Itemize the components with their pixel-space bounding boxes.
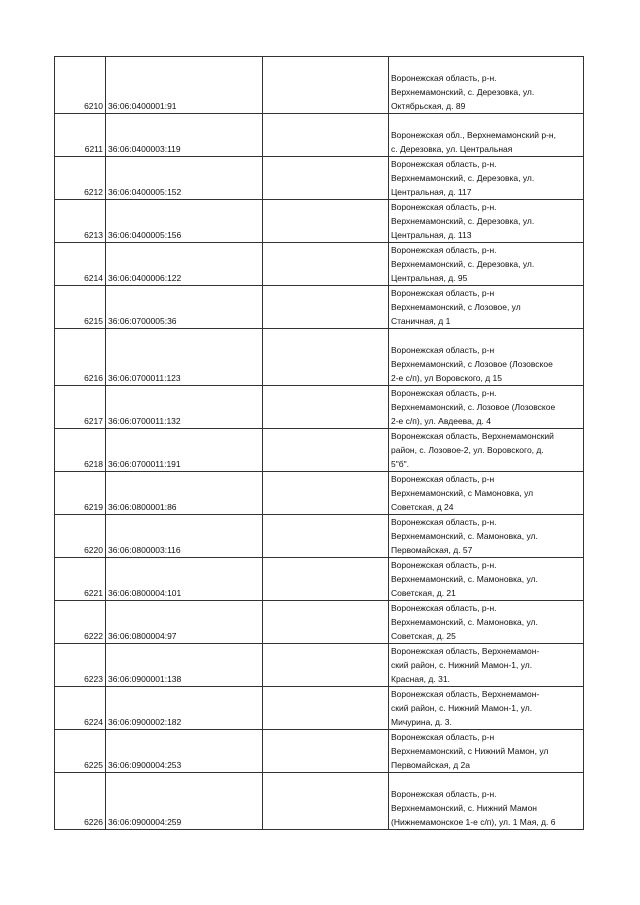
address-line: Первомайская, д. 57	[391, 545, 473, 555]
address-cell	[389, 472, 584, 515]
empty-cell	[263, 329, 389, 386]
empty-cell	[263, 429, 389, 472]
empty-cell	[263, 601, 389, 644]
address-cell	[389, 157, 584, 200]
address-line: Верхнемамонский, с Нижний Мамон, ул	[391, 746, 549, 756]
address-line: Центральная, д. 113	[391, 230, 472, 240]
address-cell	[389, 114, 584, 157]
address-line: Верхнемамонский, с Лозовое (Лозовское	[391, 359, 553, 369]
row-number: 6210	[55, 57, 106, 114]
address-line: Станичная, д 1	[391, 316, 451, 326]
address-cell	[389, 730, 584, 773]
empty-cell	[263, 57, 389, 114]
address-line: (Нижнемамонское 1-е с/п), ул. 1 Мая, д. 6	[391, 817, 556, 827]
address-line: ский район, с. Нижний Мамон-1, ул.	[391, 660, 533, 670]
table-row	[55, 57, 584, 114]
table-row	[55, 558, 584, 601]
table-row	[55, 243, 584, 286]
address-line: ский район, с. Нижний Мамон-1, ул.	[391, 703, 533, 713]
cadastral-number: 36:06:0800003:116	[106, 515, 263, 558]
address-cell	[389, 57, 584, 114]
row-number: 6215	[55, 286, 106, 329]
cadastral-number: 36:06:0900001:138	[106, 644, 263, 687]
empty-cell	[263, 286, 389, 329]
address-line: Верхнемамонский, с. Мамоновка, ул.	[391, 574, 538, 584]
empty-cell	[263, 472, 389, 515]
address-line: Воронежская область, р-н.	[391, 388, 497, 398]
empty-cell	[263, 687, 389, 730]
table-row	[55, 515, 584, 558]
address-spacer	[391, 329, 581, 343]
address-line: Воронежская область, р-н.	[391, 159, 497, 169]
table-row	[55, 114, 584, 157]
address-line: Верхнемамонский, с. Дерезовка, ул.	[391, 259, 535, 269]
address-line: Воронежская область, р-н.	[391, 603, 497, 613]
row-number: 6219	[55, 472, 106, 515]
row-number: 6213	[55, 200, 106, 243]
address-cell	[389, 644, 584, 687]
row-number: 6211	[55, 114, 106, 157]
empty-cell	[263, 730, 389, 773]
address-cell	[389, 429, 584, 472]
row-number: 6223	[55, 644, 106, 687]
address-cell	[389, 687, 584, 730]
address-line: Воронежская область, р-н	[391, 474, 495, 484]
address-cell	[389, 286, 584, 329]
cadastral-number: 36:06:0400001:91	[106, 57, 263, 114]
table-row	[55, 386, 584, 429]
address-line: Верхнемамонский, с. Дерезовка, ул.	[391, 173, 535, 183]
address-cell	[389, 773, 584, 830]
address-line: 2-е с/п), ул Воровского, д 15	[391, 373, 503, 383]
cadastral-number: 36:06:0400003:119	[106, 114, 263, 157]
address-line: Воронежская область, Верхнемамон-	[391, 689, 540, 699]
address-line: Центральная, д. 117	[391, 187, 472, 197]
address-line: район, с. Лозовое-2, ул. Воровского, д.	[391, 445, 544, 455]
address-line: Воронежская обл., Верхнемамонский р-н,	[391, 130, 556, 140]
table-row	[55, 773, 584, 830]
address-line: с. Дерезовка, ул. Центральная	[391, 144, 513, 154]
table-row	[55, 601, 584, 644]
address-line: Верхнемамонский, с. Лозовое (Лозовское	[391, 402, 556, 412]
row-number: 6220	[55, 515, 106, 558]
table-row	[55, 157, 584, 200]
address-line: Первомайская, д 2а	[391, 760, 471, 770]
table-row	[55, 730, 584, 773]
row-number: 6222	[55, 601, 106, 644]
empty-cell	[263, 558, 389, 601]
address-spacer	[391, 114, 581, 128]
row-number: 6218	[55, 429, 106, 472]
address-cell	[389, 200, 584, 243]
empty-cell	[263, 773, 389, 830]
address-line: Советская, д 24	[391, 502, 454, 512]
address-line: 5"б".	[391, 459, 409, 469]
table-row	[55, 329, 584, 386]
address-line: Воронежская область, р-н	[391, 288, 495, 298]
address-cell	[389, 601, 584, 644]
cadastral-number: 36:06:0900004:259	[106, 773, 263, 830]
cadastral-number: 36:06:0800001:86	[106, 472, 263, 515]
address-line: Верхнемамонский, с. Мамоновка, ул.	[391, 617, 538, 627]
address-line: Советская, д. 21	[391, 588, 456, 598]
address-line: Верхнемамонский, с. Нижний Мамон	[391, 803, 537, 813]
address-line: 2-е с/п), ул. Авдеева, д. 4	[391, 416, 491, 426]
address-line: Советская, д. 25	[391, 631, 456, 641]
empty-cell	[263, 515, 389, 558]
empty-cell	[263, 243, 389, 286]
address-line: Воронежская область, р-н.	[391, 73, 497, 83]
table-row	[55, 472, 584, 515]
cadastral-number: 36:06:0800004:101	[106, 558, 263, 601]
address-line: Верхнемамонский, с. Мамоновка, ул.	[391, 531, 538, 541]
address-line: Верхнемамонский, с Мамоновка, ул	[391, 488, 534, 498]
table-row	[55, 200, 584, 243]
row-number: 6216	[55, 329, 106, 386]
address-line: Воронежская область, р-н	[391, 345, 495, 355]
table-row	[55, 286, 584, 329]
address-line: Воронежская область, р-н.	[391, 789, 497, 799]
cadastral-number: 36:06:0800004:97	[106, 601, 263, 644]
row-number: 6226	[55, 773, 106, 830]
cadastral-number: 36:06:0400006:122	[106, 243, 263, 286]
empty-cell	[263, 644, 389, 687]
registry-body	[55, 57, 584, 830]
cadastral-number: 36:06:0900004:253	[106, 730, 263, 773]
registry-table	[54, 56, 584, 830]
table-row	[55, 644, 584, 687]
address-line: Красная, д. 31.	[391, 674, 450, 684]
cadastral-number: 36:06:0700011:132	[106, 386, 263, 429]
table-row	[55, 687, 584, 730]
address-cell	[389, 386, 584, 429]
cadastral-number: 36:06:0700011:191	[106, 429, 263, 472]
cadastral-number: 36:06:0700011:123	[106, 329, 263, 386]
address-line: Воронежская область, Верхнемамонский	[391, 431, 554, 441]
address-cell	[389, 515, 584, 558]
empty-cell	[263, 157, 389, 200]
address-line: Верхнемамонский, с. Дерезовка, ул.	[391, 87, 535, 97]
address-line: Воронежская область, р-н.	[391, 245, 497, 255]
row-number: 6225	[55, 730, 106, 773]
empty-cell	[263, 114, 389, 157]
address-line: Верхнемамонский, с Лозовое, ул	[391, 302, 521, 312]
address-cell	[389, 329, 584, 386]
row-number: 6212	[55, 157, 106, 200]
address-line: Воронежская область, р-н.	[391, 202, 497, 212]
address-line: Воронежская область, Верхнемамон-	[391, 646, 540, 656]
row-number: 6214	[55, 243, 106, 286]
address-line: Мичурина, д. 3.	[391, 717, 452, 727]
address-cell	[389, 243, 584, 286]
cadastral-number: 36:06:0700005:36	[106, 286, 263, 329]
address-line: Центральная, д. 95	[391, 273, 468, 283]
cadastral-number: 36:06:0400005:152	[106, 157, 263, 200]
address-cell	[389, 558, 584, 601]
empty-cell	[263, 386, 389, 429]
address-spacer	[391, 57, 581, 71]
row-number: 6224	[55, 687, 106, 730]
address-line: Воронежская область, р-н	[391, 732, 495, 742]
cadastral-number: 36:06:0400005:156	[106, 200, 263, 243]
address-line: Воронежская область, р-н.	[391, 517, 497, 527]
address-spacer	[391, 773, 581, 787]
cadastral-number: 36:06:0900002:182	[106, 687, 263, 730]
address-line: Воронежская область, р-н.	[391, 560, 497, 570]
table-row	[55, 429, 584, 472]
address-line: Верхнемамонский, с. Дерезовка, ул.	[391, 216, 535, 226]
row-number: 6221	[55, 558, 106, 601]
row-number: 6217	[55, 386, 106, 429]
empty-cell	[263, 200, 389, 243]
address-line: Октябрьская, д. 89	[391, 101, 466, 111]
